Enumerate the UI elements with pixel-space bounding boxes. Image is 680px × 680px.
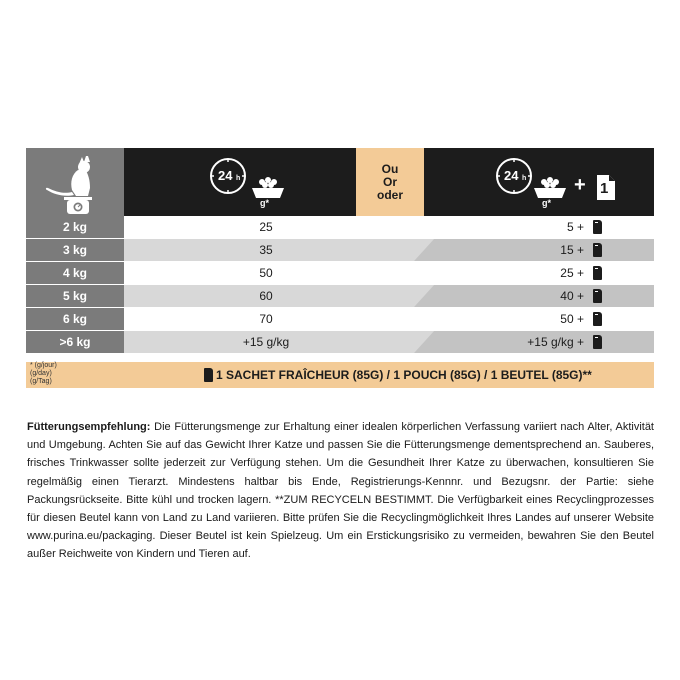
gram-label: g* [542, 198, 551, 208]
table-row [26, 331, 654, 353]
or-label-fr: Ou [381, 161, 399, 176]
weight-cell: 5 kg [26, 285, 124, 307]
feeding-table [26, 148, 654, 386]
clock-label: 24 [504, 168, 519, 183]
cat-scale-header [26, 148, 124, 216]
weight-cell: >6 kg [26, 331, 124, 353]
pouch-icon [593, 220, 602, 234]
dry-value: 60 [259, 289, 273, 303]
mixed-value: 5 + [566, 220, 584, 234]
table-row [26, 285, 654, 307]
clock-label: 24 [218, 168, 233, 183]
mixed-feeding-header [424, 148, 654, 216]
or-label-de: oder [376, 187, 403, 202]
recommendation-body: Die Fütterungsmenge zur Erhaltung einer idealen körperlichen Verfassung variiert nach Alter, Aktivität und Umgebung. Achten Sie auf das Gewicht Ihrer Katze und passen Sie die Fütterungsmenge dementsprechend an. Sauberes, frisches Trinkwasser sollte jederzeit zur Verfügung stehen. Um die Gesundheit Ihrer Katze zu überwachen, konsultieren Sie regelmäßig einen Tierarzt. Mindestens haltbar bis Ende, Registrierungs-Kennnr. und Bezugsnr. der Partie: siehe Packungsrückseite. Bitte kühl und trocken lagern. **ZUM RECYCELN BESTIMMT. Die Verfügbarkeit eines Recyclingprozesses für diesen Beutel kann von Land zu Land variieren. Bitte prüfen Sie die Recyclingmöglichkeit Ihres Landes auf unserer Website www.purina.eu/packaging. Dieser Beutel ist kein Spielzeug. Um ein Erstickungsrisiko zu vermeiden, bewahren Sie den Beutel außer Reichweite von Kindern und Tieren auf. [27, 421, 654, 561]
weight-cell: 3 kg [26, 239, 124, 261]
gram-label: g* [260, 198, 269, 208]
feeding-recommendation [27, 418, 654, 564]
unit-label: * (g/jour) [30, 362, 57, 369]
pouch-icon [593, 243, 602, 257]
weight-cell: 2 kg [26, 216, 124, 238]
pouch-icon [593, 312, 602, 326]
mixed-value: 25 + [560, 266, 584, 280]
mixed-value: 50 + [560, 312, 584, 326]
dry-value: 70 [259, 312, 273, 326]
dry-value: +15 g/kg [242, 335, 290, 349]
dry-feeding-header [124, 148, 356, 216]
unit-label: (g/day) [30, 370, 52, 377]
pouch-icon [593, 266, 602, 280]
recommendation-heading: Fütterungsempfehlung: [27, 421, 151, 433]
cat-on-scale-icon [26, 148, 124, 216]
mixed-value: 40 + [560, 289, 584, 303]
mixed-value: +15 g/kg + [527, 335, 584, 349]
pouch-size-text: 1 SACHET FRAÎCHEUR (85G) / 1 POUCH (85G) / 1 BEUTEL (85G)** [216, 368, 592, 382]
dry-value: 50 [259, 266, 273, 280]
table-row [26, 216, 654, 238]
plus-sign: + [574, 174, 586, 196]
table-row [26, 262, 654, 284]
pouch-footer-row [26, 362, 654, 388]
weight-cell: 4 kg [26, 262, 124, 284]
pouch-icon [204, 368, 213, 382]
clock-sub: h [522, 175, 527, 182]
dry-value: 35 [259, 243, 273, 257]
clock-sub: h [236, 175, 241, 182]
table-row [26, 308, 654, 330]
mixed-value: 15 + [560, 243, 584, 257]
pouch-icon [593, 289, 602, 303]
or-label-en: Or [382, 174, 397, 189]
weight-cell: 6 kg [26, 308, 124, 330]
unit-label: (g/Tag) [30, 378, 52, 385]
unit-labels [30, 362, 70, 386]
pouch-count: 1 [600, 180, 609, 197]
pouch-icon [593, 335, 602, 349]
or-header [356, 148, 424, 216]
dry-value: 25 [259, 220, 273, 234]
table-row [26, 239, 654, 261]
